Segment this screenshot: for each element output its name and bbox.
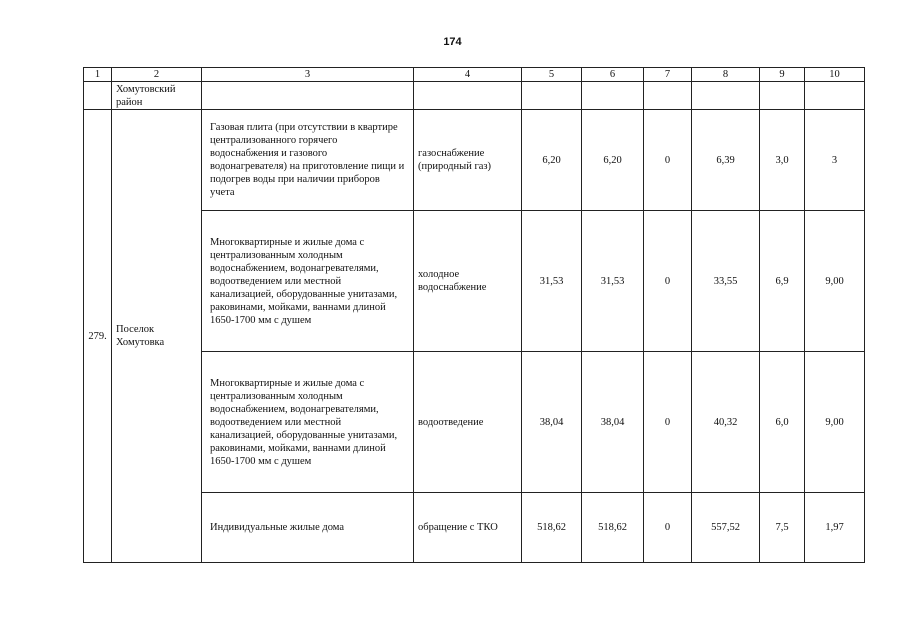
row-value-8: 33,55 bbox=[692, 211, 760, 352]
row-value-8: 40,32 bbox=[692, 352, 760, 493]
table-row bbox=[84, 211, 865, 352]
header-cell: 9 bbox=[760, 68, 805, 82]
row-service: газоснабжение (природный газ) bbox=[414, 110, 522, 211]
table-row bbox=[84, 493, 865, 563]
row-value-5: 38,04 bbox=[522, 352, 582, 493]
empty-cell bbox=[582, 82, 644, 110]
header-cell: 2 bbox=[112, 68, 202, 82]
header-cell: 8 bbox=[692, 68, 760, 82]
row-description: Индивидуальные жилые дома bbox=[202, 493, 414, 563]
row-value-7: 0 bbox=[644, 211, 692, 352]
row-value-5: 31,53 bbox=[522, 211, 582, 352]
tariff-table bbox=[83, 67, 865, 563]
row-value-5: 6,20 bbox=[522, 110, 582, 211]
table-row bbox=[84, 110, 865, 211]
empty-cell bbox=[202, 82, 414, 110]
row-value-7: 0 bbox=[644, 110, 692, 211]
row-value-7: 0 bbox=[644, 352, 692, 493]
header-cell: 3 bbox=[202, 68, 414, 82]
row-value-6: 38,04 bbox=[582, 352, 644, 493]
row-value-6: 6,20 bbox=[582, 110, 644, 211]
row-description: Многоквартирные и жилые дома с централизованным холодным водоснабжением, водонагревателями, водоотведением или местной канализацией, оборудованные унитазами, раковинами, мойками, ваннами длиной 1650-1700 мм с душем bbox=[202, 352, 414, 493]
row-value-6: 518,62 bbox=[582, 493, 644, 563]
row-value-10: 3 bbox=[805, 110, 865, 211]
empty-cell bbox=[692, 82, 760, 110]
row-value-8: 557,52 bbox=[692, 493, 760, 563]
row-value-9: 6,0 bbox=[760, 352, 805, 493]
header-cell: 6 bbox=[582, 68, 644, 82]
header-cell: 1 bbox=[84, 68, 112, 82]
empty-cell bbox=[644, 82, 692, 110]
district-name: Хомутовский район bbox=[112, 82, 202, 110]
empty-cell bbox=[414, 82, 522, 110]
header-row bbox=[84, 68, 865, 82]
row-value-10: 9,00 bbox=[805, 211, 865, 352]
row-value-6: 31,53 bbox=[582, 211, 644, 352]
row-value-8: 6,39 bbox=[692, 110, 760, 211]
empty-cell bbox=[805, 82, 865, 110]
empty-cell bbox=[84, 82, 112, 110]
page-number: 174 bbox=[443, 36, 462, 48]
row-value-10: 9,00 bbox=[805, 352, 865, 493]
table-row bbox=[84, 352, 865, 493]
empty-cell bbox=[522, 82, 582, 110]
place-name: Поселок Хомутовка bbox=[112, 110, 202, 563]
header-cell: 5 bbox=[522, 68, 582, 82]
row-service: водоотведение bbox=[414, 352, 522, 493]
row-value-9: 7,5 bbox=[760, 493, 805, 563]
header-cell: 10 bbox=[805, 68, 865, 82]
header-cell: 7 bbox=[644, 68, 692, 82]
row-service: холодное водоснабжение bbox=[414, 211, 522, 352]
header-cell: 4 bbox=[414, 68, 522, 82]
empty-cell bbox=[760, 82, 805, 110]
entry-number: 279. bbox=[84, 110, 112, 563]
row-service: обращение с ТКО bbox=[414, 493, 522, 563]
row-description: Газовая плита (при отсутствии в квартире централизованного горячего водоснабжения и газового водонагревателя) на приготовление пищи и подогрев воды при наличии приборов учета bbox=[202, 110, 414, 211]
row-value-5: 518,62 bbox=[522, 493, 582, 563]
row-description: Многоквартирные и жилые дома с централизованным холодным водоснабжением, водонагревателями, водоотведением или местной канализацией, оборудованные унитазами, раковинами, мойками, ваннами длиной 1650-1700 мм с душем bbox=[202, 211, 414, 352]
row-value-10: 1,97 bbox=[805, 493, 865, 563]
row-value-7: 0 bbox=[644, 493, 692, 563]
row-value-9: 3,0 bbox=[760, 110, 805, 211]
district-row bbox=[84, 82, 865, 110]
row-value-9: 6,9 bbox=[760, 211, 805, 352]
